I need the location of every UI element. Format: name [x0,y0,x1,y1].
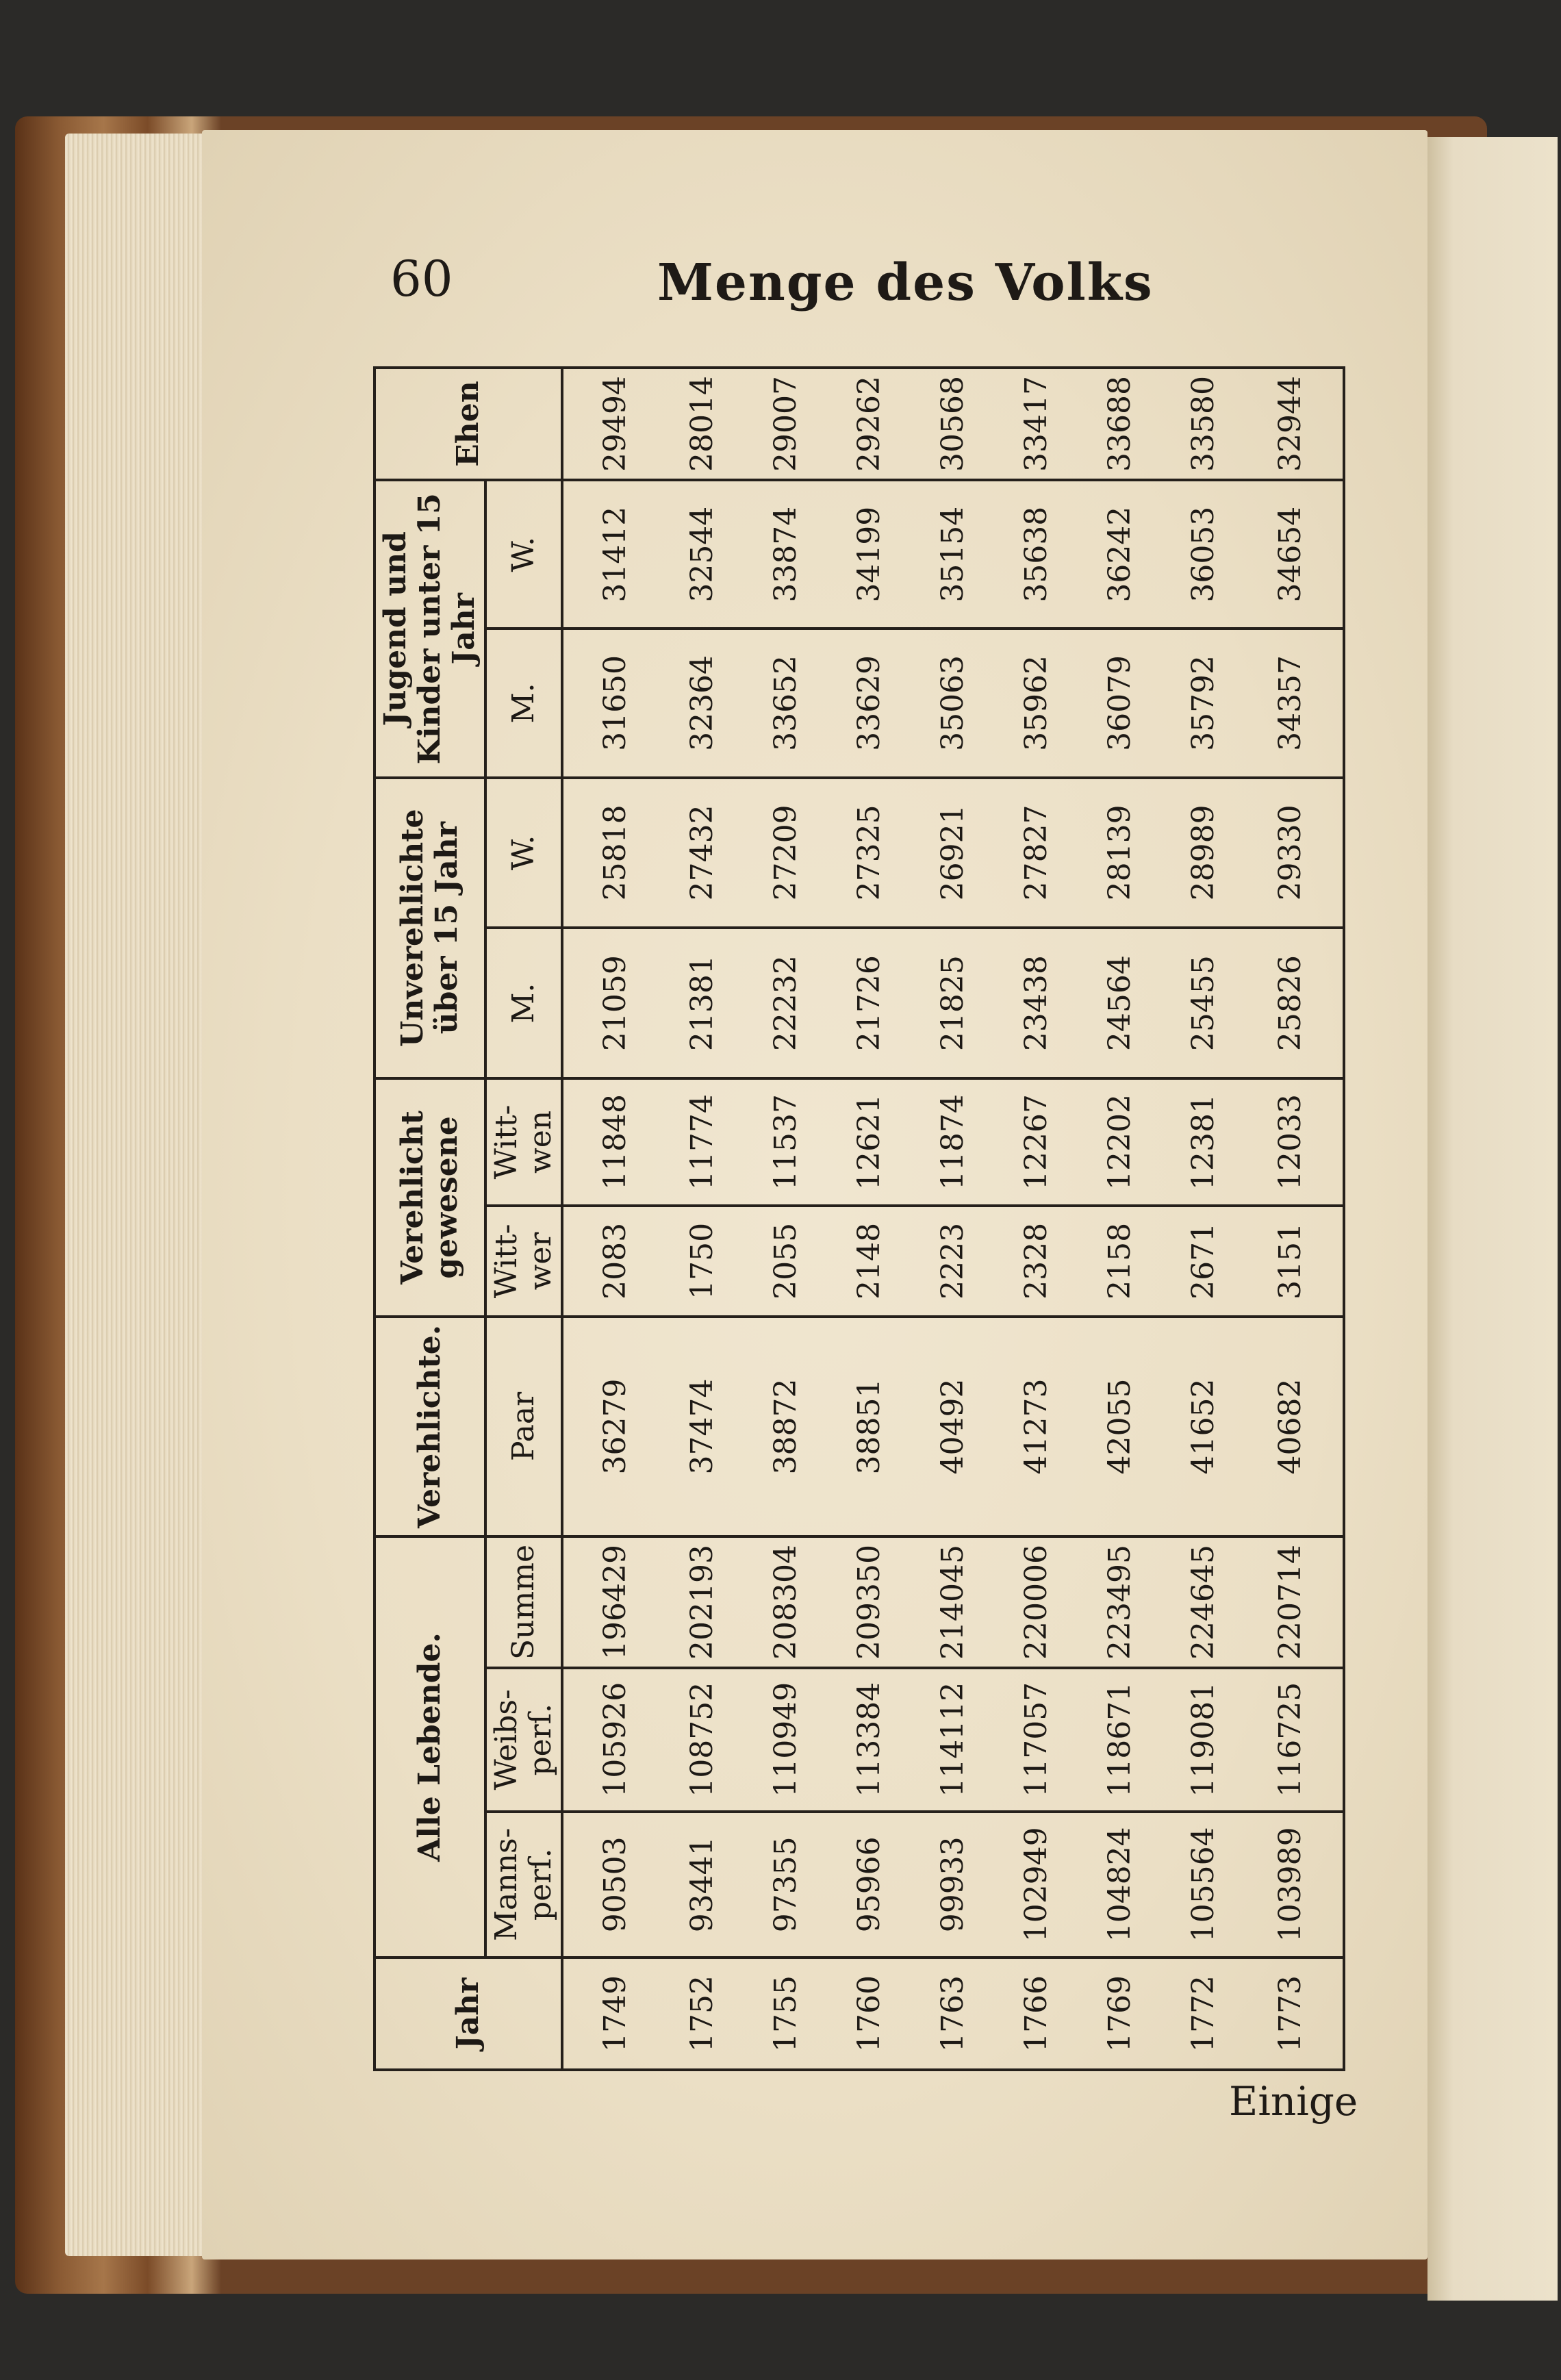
cell-unv-m: 23438 [995,928,1078,1078]
cell-jug-w: 34199 [828,480,911,629]
cell-jahr: 1773 [1245,1958,1344,2070]
cell-ehen: 29007 [744,368,828,480]
cell-summe: 224645 [1162,1536,1245,1668]
cell-paar: 40492 [911,1317,995,1536]
cell-wittwer: 2158 [1078,1206,1162,1317]
header-weibspersonen: Weibs-perſ. [485,1668,562,1812]
cell-weib: 110949 [744,1668,828,1812]
population-table-container [373,366,1345,2071]
cell-jahr: 1763 [911,1958,995,2070]
cell-summe: 202193 [661,1536,744,1668]
cell-unv-m: 21059 [562,928,661,1078]
page-block-edges [65,134,209,2256]
cell-jug-m: 33652 [744,629,828,777]
population-table [373,366,1345,2071]
table-row [1245,368,1344,2070]
cell-ehen: 30568 [911,368,995,480]
cell-mann: 103989 [1245,1812,1344,1958]
header-unverehlichte-m: M. [485,928,562,1078]
cell-jahr: 1772 [1162,1958,1245,2070]
table-row [744,368,828,2070]
cell-wittwer: 2083 [562,1206,661,1317]
cell-jug-m: 35962 [995,629,1078,777]
cell-paar: 42055 [1078,1317,1162,1536]
header-wittwen: Witt-wen [485,1078,562,1206]
cell-summe: 209350 [828,1536,911,1668]
header-unverehlichte: Unverehlichte über 15 Jahr [375,778,485,1078]
cell-jahr: 1752 [661,1958,744,2070]
cell-mann: 97355 [744,1812,828,1958]
cell-ehen: 33580 [1162,368,1245,480]
table-row [562,368,661,2070]
cell-wittwer: 1750 [661,1206,744,1317]
table-row [1078,368,1162,2070]
table-row [995,368,1078,2070]
cell-mann: 104824 [1078,1812,1162,1958]
cell-wittwer: 2328 [995,1206,1078,1317]
cell-jug-w: 35154 [911,480,995,629]
cell-weib: 108752 [661,1668,744,1812]
cell-wittwer: 2055 [744,1206,828,1317]
cell-unv-m: 21381 [661,928,744,1078]
cell-unv-m: 21825 [911,928,995,1078]
cell-summe: 223495 [1078,1536,1162,1668]
running-title: Menge des Volks [657,253,1154,312]
cell-jahr: 1749 [562,1958,661,2070]
cell-jahr: 1755 [744,1958,828,2070]
cell-weib: 105926 [562,1668,661,1812]
cell-paar: 41652 [1162,1317,1245,1536]
cell-unv-w: 27432 [661,778,744,928]
cell-unv-w: 28989 [1162,778,1245,928]
table-body [562,368,1344,2070]
cell-unv-w: 27209 [744,778,828,928]
cell-wittwen: 11848 [562,1078,661,1206]
cell-unv-m: 24564 [1078,928,1162,1078]
cell-unv-w: 26921 [911,778,995,928]
cell-weib: 113384 [828,1668,911,1812]
facing-page-edge [1427,137,1558,2301]
cell-jug-m: 32364 [661,629,744,777]
cell-jug-m: 35792 [1162,629,1245,777]
cell-wittwer: 2223 [911,1206,995,1317]
header-mannspersonen: Manns-perſ. [485,1812,562,1958]
cell-mann: 93441 [661,1812,744,1958]
header-jugend-w: W. [485,480,562,629]
cell-jug-m: 35063 [911,629,995,777]
cell-summe: 196429 [562,1536,661,1668]
cell-ehen: 29262 [828,368,911,480]
cell-weib: 114112 [911,1668,995,1812]
header-verehlicht-gewesene: Verehlicht gewesene [375,1078,485,1317]
cell-unv-w: 27325 [828,778,911,928]
header-ehen: Ehen [375,368,562,480]
header-unverehlichte-w: W. [485,778,562,928]
cell-wittwen: 12381 [1162,1078,1245,1206]
cell-unv-w: 29330 [1245,778,1344,928]
cell-paar: 38851 [828,1317,911,1536]
table-row [1162,368,1245,2070]
header-paar: Paar [485,1317,562,1536]
cell-ehen: 28014 [661,368,744,480]
cell-wittwen: 12033 [1245,1078,1344,1206]
header-verehlichte: Verehlichte. [375,1317,485,1536]
cell-unv-w: 25818 [562,778,661,928]
header-alle-lebende: Alle Lebende. [375,1536,485,1958]
cell-paar: 41273 [995,1317,1078,1536]
cell-jahr: 1769 [1078,1958,1162,2070]
cell-wittwen: 11874 [911,1078,995,1206]
cell-jahr: 1766 [995,1958,1078,2070]
cell-jug-w: 32544 [661,480,744,629]
cell-paar: 36279 [562,1317,661,1536]
cell-weib: 117057 [995,1668,1078,1812]
cell-wittwen: 12267 [995,1078,1078,1206]
catchword: Einige [1229,2078,1358,2125]
cell-unv-w: 28139 [1078,778,1162,928]
cell-jug-m: 34357 [1245,629,1344,777]
header-jugend-m: M. [485,629,562,777]
cell-wittwer: 3151 [1245,1206,1344,1317]
cell-wittwer: 2148 [828,1206,911,1317]
cell-mann: 105564 [1162,1812,1245,1958]
cell-ehen: 33688 [1078,368,1162,480]
cell-weib: 118671 [1078,1668,1162,1812]
header-jahr: Jahr [375,1958,562,2070]
cell-summe: 208304 [744,1536,828,1668]
cell-jug-w: 36053 [1162,480,1245,629]
cell-wittwen: 12202 [1078,1078,1162,1206]
header-wittwer: Witt-wer [485,1206,562,1317]
cell-summe: 220714 [1245,1536,1344,1668]
cell-jug-m: 33629 [828,629,911,777]
cell-weib: 119081 [1162,1668,1245,1812]
table-row [661,368,744,2070]
cell-unv-m: 25455 [1162,928,1245,1078]
page-number: 60 [390,250,453,307]
cell-jug-w: 36242 [1078,480,1162,629]
cell-unv-m: 25826 [1245,928,1344,1078]
cell-jug-w: 31412 [562,480,661,629]
cell-jug-w: 33874 [744,480,828,629]
cell-mann: 99933 [911,1812,995,1958]
cell-weib: 116725 [1245,1668,1344,1812]
cell-unv-w: 27827 [995,778,1078,928]
cell-paar: 38872 [744,1317,828,1536]
table-row [911,368,995,2070]
cell-ehen: 33417 [995,368,1078,480]
header-jugend-kinder: Jugend und Kinder unter 15 Jahr [375,480,485,778]
cell-wittwer: 2671 [1162,1206,1245,1317]
table-row [828,368,911,2070]
cell-unv-m: 21726 [828,928,911,1078]
cell-jug-m: 31650 [562,629,661,777]
cell-mann: 90503 [562,1812,661,1958]
cell-paar: 37474 [661,1317,744,1536]
cell-wittwen: 12621 [828,1078,911,1206]
cell-jug-w: 35638 [995,480,1078,629]
cell-mann: 102949 [995,1812,1078,1958]
cell-jug-w: 34654 [1245,480,1344,629]
header-summe: Summe [485,1536,562,1668]
cell-jahr: 1760 [828,1958,911,2070]
cell-mann: 95966 [828,1812,911,1958]
cell-jug-m: 36079 [1078,629,1162,777]
cell-paar: 40682 [1245,1317,1344,1536]
cell-wittwen: 11537 [744,1078,828,1206]
cell-ehen: 32944 [1245,368,1344,480]
cell-unv-m: 22232 [744,928,828,1078]
cell-summe: 220006 [995,1536,1078,1668]
cell-ehen: 29494 [562,368,661,480]
cell-summe: 214045 [911,1536,995,1668]
cell-wittwen: 11774 [661,1078,744,1206]
